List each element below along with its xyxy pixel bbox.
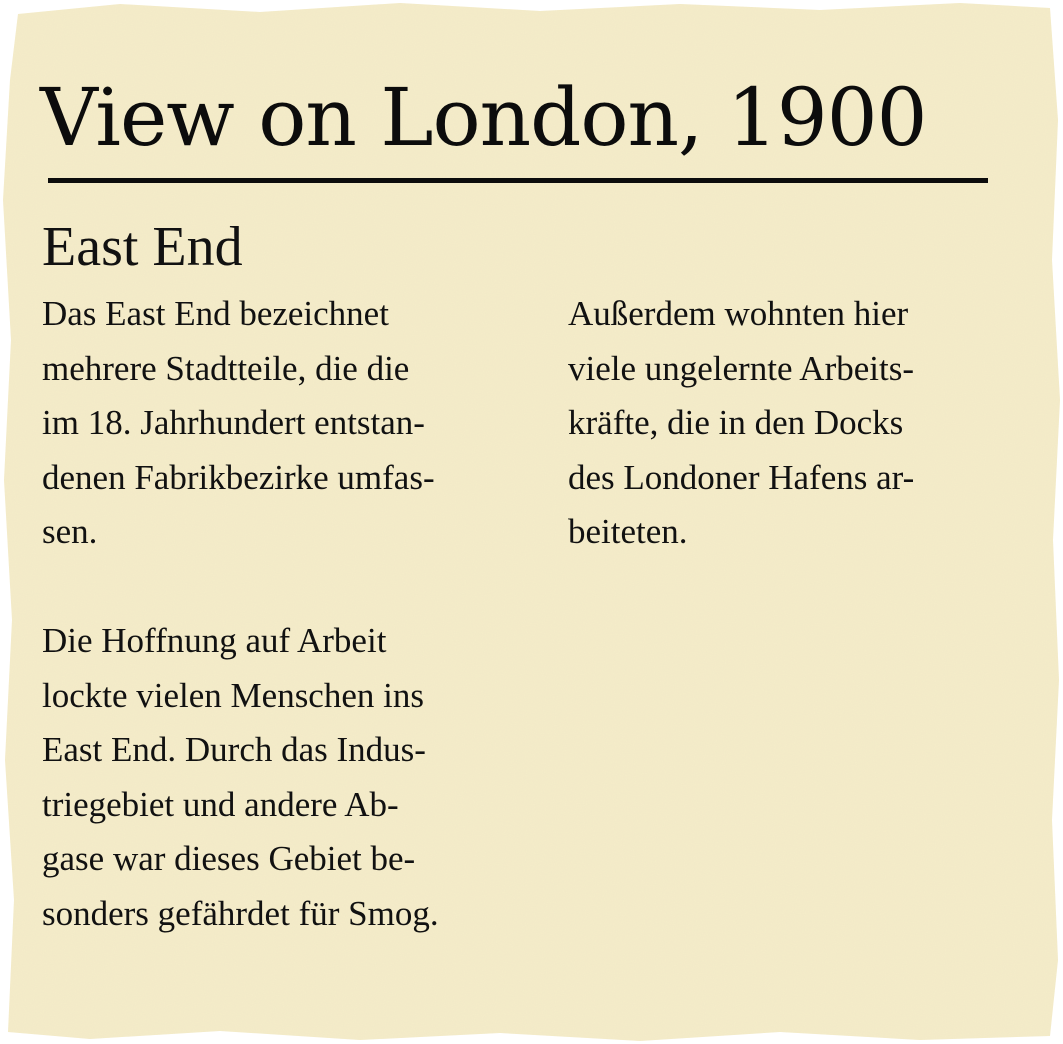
paragraph-gap	[42, 560, 562, 615]
text-line: sen.	[42, 512, 98, 551]
text-line: mehrere Stadtteile, die die	[42, 348, 410, 388]
text-line: viele ungelernte Arbeits-	[568, 348, 914, 388]
section-heading: East End	[42, 216, 243, 278]
text-column-right	[568, 287, 1028, 560]
text-line: Außerdem wohnten hier	[568, 294, 909, 333]
paragraph	[42, 614, 562, 941]
text-line: lockte vielen Menschen ins	[42, 675, 424, 715]
text-line: im 18. Jahrhundert entstan-	[42, 403, 425, 442]
title-underline	[48, 178, 988, 183]
text-line: triegebiet und andere Ab-	[42, 784, 399, 824]
page-title: View on London, 1900	[40, 71, 927, 164]
text-line: beiteten.	[568, 512, 688, 551]
text-line: gase war dieses Gebiet be-	[42, 839, 416, 878]
text-line: des Londoner Hafens ar-	[568, 457, 915, 497]
text-line: kräfte, die in den Docks	[568, 403, 904, 442]
text-line: Die Hoffnung auf Arbeit	[42, 621, 387, 660]
text-line: denen Fabrikbezirke umfas-	[42, 457, 435, 497]
paragraph	[568, 287, 1028, 560]
text-column-left	[42, 287, 562, 941]
text-line: East End. Durch das Indus-	[42, 730, 426, 769]
paragraph	[42, 287, 562, 560]
text-line: Das East End bezeichnet	[42, 294, 389, 333]
text-line: sonders gefährdet für Smog.	[42, 893, 439, 933]
